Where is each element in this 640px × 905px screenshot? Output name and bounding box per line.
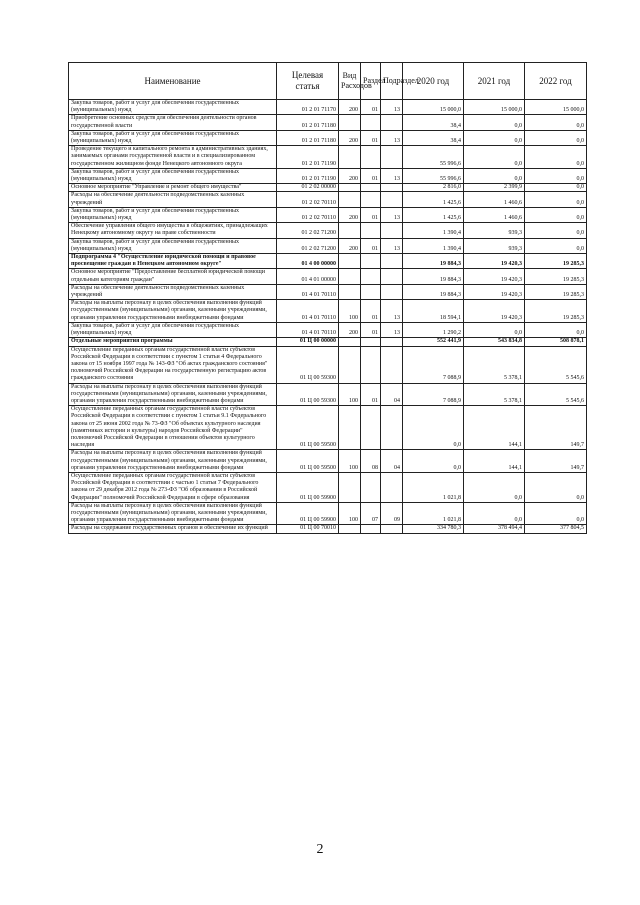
table-row: [69, 130, 587, 145]
row-subsection-cell: 13: [381, 130, 403, 145]
row-2020-cell: 0,0: [403, 450, 464, 473]
row-name-cell: Закупка товаров, работ и услуг для обеспечения государственных (муниципальных) нужд: [69, 322, 277, 337]
row-2021-cell: 0,0: [464, 115, 525, 130]
row-target-article-cell: 01 2 02 71200: [277, 238, 339, 253]
row-name-cell: Проведение текущего и капитального ремонта в административных зданиях, занимаемых органами государственной власти и в специализированном государственном жилищном фонде Ненецкого автономного округа: [69, 146, 277, 169]
table-row: [69, 192, 587, 207]
row-subsection-cell: 09: [381, 502, 403, 525]
row-2020-cell: 55 996,6: [403, 168, 464, 183]
row-2020-cell: 19 884,3: [403, 254, 464, 269]
row-subsection-cell: [381, 338, 403, 346]
row-target-article-cell: 01 2 01 71180: [277, 115, 339, 130]
table-row: [69, 100, 587, 115]
row-2021-cell: 0,0: [464, 472, 525, 502]
row-name-cell: Отдельные мероприятия программы: [69, 338, 277, 346]
row-2021-cell: 15 000,0: [464, 100, 525, 115]
table-body: [69, 100, 587, 534]
row-expense-type-cell: 200: [339, 100, 361, 115]
row-expense-type-cell: [339, 115, 361, 130]
table-row: [69, 300, 587, 323]
table-row: [69, 502, 587, 525]
header-target-article: Целевая статья: [277, 63, 339, 100]
row-subsection-cell: 13: [381, 100, 403, 115]
row-expense-type-cell: [339, 338, 361, 346]
row-2020-cell: 38,4: [403, 115, 464, 130]
row-2020-cell: 15 000,0: [403, 100, 464, 115]
row-2022-cell: 15 000,0: [525, 100, 587, 115]
row-expense-type-cell: 200: [339, 207, 361, 222]
row-subsection-cell: 13: [381, 207, 403, 222]
row-section-cell: [361, 406, 381, 450]
row-name-cell: Закупка товаров, работ и услуг для обеспечения государственных (муниципальных) нужд: [69, 130, 277, 145]
row-2021-cell: 939,3: [464, 223, 525, 238]
row-2021-cell: 543 834,8: [464, 338, 525, 346]
row-2020-cell: 1 021,8: [403, 502, 464, 525]
row-2022-cell: 0,0: [525, 207, 587, 222]
row-section-cell: 01: [361, 130, 381, 145]
header-subsection: Подраздел: [381, 63, 403, 100]
row-name-cell: Расходы на обеспечение деятельности подведомственных казенных учреждений: [69, 192, 277, 207]
row-subsection-cell: [381, 525, 403, 533]
row-target-article-cell: 01 2 02 71200: [277, 223, 339, 238]
table-row: [69, 146, 587, 169]
row-2020-cell: 7 088,9: [403, 346, 464, 383]
row-2020-cell: 55 996,6: [403, 146, 464, 169]
header-name: Наименование: [69, 63, 277, 100]
row-target-article-cell: 01 Ц 00 70010: [277, 525, 339, 533]
row-name-cell: Расходы на выплаты персоналу в целях обеспечения выполнения функций государственными (муниципальными) органами, казенными учреждениями, органами управления государственными внебюджетными фондами: [69, 450, 277, 473]
row-target-article-cell: 01 Ц 00 59900: [277, 472, 339, 502]
row-name-cell: Расходы на выплаты персоналу в целях обеспечения выполнения функций государственными (муниципальными) органами, казенными учреждениями, органами управления государственными внебюджетными фондами: [69, 502, 277, 525]
row-2021-cell: 19 420,3: [464, 284, 525, 299]
row-2020-cell: 1 290,2: [403, 322, 464, 337]
row-2020-cell: 38,4: [403, 130, 464, 145]
row-section-cell: 01: [361, 322, 381, 337]
row-name-cell: Закупка товаров, работ и услуг для обеспечения государственных (муниципальных) нужд: [69, 207, 277, 222]
row-2020-cell: 19 884,3: [403, 284, 464, 299]
row-name-cell: Осуществление переданных органам государственной власти субъектов Российской Федерации в соответствии с частью 1 статьи 7 Федерального закона от 29 декабря 2012 года № 273-ФЗ "Об образовании в Российской Федерации" полномочий Российской Федерации в сфере образования: [69, 472, 277, 502]
row-2022-cell: 149,7: [525, 450, 587, 473]
row-expense-type-cell: [339, 284, 361, 299]
row-section-cell: [361, 269, 381, 284]
row-name-cell: Расходы на выплаты персоналу в целях обеспечения выполнения функций государственными (муниципальными) органами, казенными учреждениями, органами управления государственными внебюджетными фондами: [69, 383, 277, 406]
row-name-cell: Осуществление переданных органам государственной власти субъектов Российской Федерации в соответствии с пунктом 1 статьи 4 Федерального закона от 15 ноября 1997 года № 143-ФЗ "Об актах гражданского состояния" полномочий Российской Федерации на государственную регистрацию актов гражданского состояния: [69, 346, 277, 383]
row-target-article-cell: 01 2 01 71170: [277, 100, 339, 115]
row-name-cell: Закупка товаров, работ и услуг для обеспечения государственных (муниципальных) нужд: [69, 168, 277, 183]
row-subsection-cell: [381, 254, 403, 269]
row-subsection-cell: [381, 269, 403, 284]
row-expense-type-cell: 200: [339, 238, 361, 253]
table-row: [69, 168, 587, 183]
table-row: [69, 525, 587, 533]
row-subsection-cell: [381, 192, 403, 207]
row-2020-cell: 1 425,6: [403, 192, 464, 207]
row-section-cell: [361, 146, 381, 169]
header-year-2020: 2020 год: [403, 63, 464, 100]
row-2021-cell: 144,1: [464, 450, 525, 473]
row-name-cell: Закупка товаров, работ и услуг для обеспечения государственных (муниципальных) нужд: [69, 238, 277, 253]
row-target-article-cell: 01 Ц 00 59500: [277, 406, 339, 450]
row-2020-cell: 7 088,9: [403, 383, 464, 406]
row-2021-cell: 5 378,1: [464, 383, 525, 406]
row-2022-cell: 0,0: [525, 472, 587, 502]
row-name-cell: Осуществление переданных органам государственной власти субъектов Российской Федерации в соответствии с пунктом 1 статьи 9.1 Федерального закона от 25 июня 2002 года № 73-ФЗ "Об объектах культурного наследия (памятниках истории и культуры) народов Российской Федерации" полномочий Российской Федерации в отношении объектов культурного наследия: [69, 406, 277, 450]
row-2022-cell: 149,7: [525, 406, 587, 450]
header-section: Раздел: [361, 63, 381, 100]
row-subsection-cell: [381, 115, 403, 130]
header-year-2022: 2022 год: [525, 63, 587, 100]
row-2022-cell: 19 285,3: [525, 300, 587, 323]
row-target-article-cell: 01 4 01 70110: [277, 284, 339, 299]
row-2022-cell: 0,0: [525, 192, 587, 207]
row-2021-cell: 2 399,9: [464, 184, 525, 192]
row-2022-cell: 377 804,5: [525, 525, 587, 533]
row-name-cell: Расходы на обеспечение деятельности подведомственных казенных учреждений: [69, 284, 277, 299]
budget-table: [68, 62, 587, 534]
row-section-cell: [361, 223, 381, 238]
row-target-article-cell: 01 4 01 70110: [277, 300, 339, 323]
row-expense-type-cell: [339, 346, 361, 383]
table-row: [69, 115, 587, 130]
row-expense-type-cell: 200: [339, 130, 361, 145]
table-row: [69, 207, 587, 222]
table-row: [69, 284, 587, 299]
row-section-cell: 01: [361, 168, 381, 183]
header-year-2021: 2021 год: [464, 63, 525, 100]
row-name-cell: Подпрограмма 4 "Осуществление юридической помощи и правовое просвещение граждан в Ненецком автономном округе": [69, 254, 277, 269]
row-section-cell: 07: [361, 502, 381, 525]
row-2020-cell: 18 594,1: [403, 300, 464, 323]
budget-table-container: [68, 62, 586, 534]
row-target-article-cell: 01 4 01 00000: [277, 269, 339, 284]
table-row: [69, 472, 587, 502]
row-section-cell: 01: [361, 207, 381, 222]
row-2022-cell: 5 545,6: [525, 346, 587, 383]
row-2021-cell: 939,3: [464, 238, 525, 253]
table-row: [69, 184, 587, 192]
row-2022-cell: 19 285,3: [525, 284, 587, 299]
row-name-cell: Основное мероприятие "Управление и ремонт общего имущества": [69, 184, 277, 192]
page-number: 2: [316, 842, 324, 857]
row-2022-cell: 508 878,1: [525, 338, 587, 346]
row-section-cell: 01: [361, 300, 381, 323]
row-expense-type-cell: [339, 192, 361, 207]
table-row: [69, 223, 587, 238]
row-section-cell: [361, 525, 381, 533]
row-2022-cell: 19 285,3: [525, 254, 587, 269]
row-subsection-cell: 13: [381, 300, 403, 323]
row-expense-type-cell: [339, 223, 361, 238]
table-row: [69, 338, 587, 346]
row-section-cell: 01: [361, 238, 381, 253]
row-2022-cell: 0,0: [525, 115, 587, 130]
row-2022-cell: 0,0: [525, 146, 587, 169]
row-subsection-cell: 04: [381, 450, 403, 473]
row-subsection-cell: [381, 284, 403, 299]
table-row: [69, 346, 587, 383]
row-2021-cell: 19 420,3: [464, 300, 525, 323]
row-2022-cell: 0,0: [525, 502, 587, 525]
row-2021-cell: 144,1: [464, 406, 525, 450]
table-row: [69, 238, 587, 253]
table-row: [69, 383, 587, 406]
row-2021-cell: 19 420,3: [464, 254, 525, 269]
row-expense-type-cell: [339, 254, 361, 269]
row-expense-type-cell: 200: [339, 322, 361, 337]
row-2020-cell: 1 021,8: [403, 472, 464, 502]
row-2021-cell: 19 420,3: [464, 269, 525, 284]
row-2021-cell: 0,0: [464, 322, 525, 337]
row-2022-cell: 19 285,3: [525, 269, 587, 284]
table-header-row: [69, 63, 587, 100]
row-target-article-cell: 01 Ц 00 59900: [277, 502, 339, 525]
row-2020-cell: 19 884,3: [403, 269, 464, 284]
row-2022-cell: 0,0: [525, 130, 587, 145]
row-target-article-cell: 01 Ц 00 00000: [277, 338, 339, 346]
row-2021-cell: 0,0: [464, 146, 525, 169]
row-subsection-cell: [381, 184, 403, 192]
row-target-article-cell: 01 4 01 70110: [277, 322, 339, 337]
row-expense-type-cell: [339, 472, 361, 502]
row-subsection-cell: [381, 146, 403, 169]
row-expense-type-cell: 100: [339, 383, 361, 406]
row-2022-cell: 0,0: [525, 184, 587, 192]
table-row: [69, 450, 587, 473]
row-section-cell: [361, 284, 381, 299]
row-2022-cell: 0,0: [525, 238, 587, 253]
row-target-article-cell: 01 2 02 70110: [277, 207, 339, 222]
table-row: [69, 269, 587, 284]
row-expense-type-cell: 100: [339, 502, 361, 525]
row-subsection-cell: 13: [381, 238, 403, 253]
row-section-cell: [361, 192, 381, 207]
row-2021-cell: 0,0: [464, 130, 525, 145]
row-target-article-cell: 01 Ц 00 59300: [277, 383, 339, 406]
row-2021-cell: 5 378,1: [464, 346, 525, 383]
row-name-cell: Расходы на выплаты персоналу в целях обеспечения выполнения функций государственными (муниципальными) органами, казенными учреждениями, органами управления государственными внебюджетными фондами: [69, 300, 277, 323]
row-2021-cell: 0,0: [464, 168, 525, 183]
row-subsection-cell: [381, 346, 403, 383]
row-section-cell: [361, 472, 381, 502]
table-row: [69, 322, 587, 337]
row-section-cell: [361, 338, 381, 346]
row-subsection-cell: 04: [381, 383, 403, 406]
row-expense-type-cell: [339, 184, 361, 192]
row-name-cell: Закупка товаров, работ и услуг для обеспечения государственных (муниципальных) нужд: [69, 100, 277, 115]
row-expense-type-cell: [339, 525, 361, 533]
row-expense-type-cell: 100: [339, 450, 361, 473]
row-2021-cell: 1 460,6: [464, 207, 525, 222]
row-2020-cell: 1 390,4: [403, 238, 464, 253]
row-expense-type-cell: [339, 406, 361, 450]
row-name-cell: Приобретение основных средств для обеспечения деятельности органов государственной власти: [69, 115, 277, 130]
row-section-cell: [361, 184, 381, 192]
row-2022-cell: 0,0: [525, 223, 587, 238]
row-section-cell: 08: [361, 450, 381, 473]
row-name-cell: Расходы на содержание государственных органов и обеспечение их функций: [69, 525, 277, 533]
row-expense-type-cell: [339, 146, 361, 169]
header-expense-type: Вид Расходов: [339, 63, 361, 100]
row-2021-cell: 0,0: [464, 502, 525, 525]
table-row: [69, 254, 587, 269]
row-target-article-cell: 01 2 01 71180: [277, 130, 339, 145]
table-row: [69, 406, 587, 450]
row-target-article-cell: 01 Ц 00 59500: [277, 450, 339, 473]
row-2022-cell: 0,0: [525, 168, 587, 183]
row-2020-cell: 334 780,3: [403, 525, 464, 533]
row-target-article-cell: 01 4 00 00000: [277, 254, 339, 269]
row-2020-cell: 1 425,6: [403, 207, 464, 222]
row-subsection-cell: 13: [381, 168, 403, 183]
row-2022-cell: 5 545,6: [525, 383, 587, 406]
row-2020-cell: 1 390,4: [403, 223, 464, 238]
row-expense-type-cell: 100: [339, 300, 361, 323]
row-section-cell: [361, 115, 381, 130]
row-target-article-cell: 01 2 01 71190: [277, 146, 339, 169]
row-2020-cell: 0,0: [403, 406, 464, 450]
row-2021-cell: 378 494,4: [464, 525, 525, 533]
row-subsection-cell: [381, 472, 403, 502]
row-2020-cell: 552 441,9: [403, 338, 464, 346]
row-2020-cell: 2 816,0: [403, 184, 464, 192]
row-subsection-cell: 13: [381, 322, 403, 337]
row-subsection-cell: [381, 223, 403, 238]
row-expense-type-cell: 200: [339, 168, 361, 183]
row-target-article-cell: 01 Ц 00 59300: [277, 346, 339, 383]
row-target-article-cell: 01 2 02 00000: [277, 184, 339, 192]
row-subsection-cell: [381, 406, 403, 450]
row-section-cell: [361, 346, 381, 383]
row-section-cell: 01: [361, 383, 381, 406]
row-section-cell: [361, 254, 381, 269]
row-2021-cell: 1 460,6: [464, 192, 525, 207]
row-name-cell: Основное мероприятие "Предоставление бесплатной юридической помощи отдельным категориям граждан": [69, 269, 277, 284]
row-expense-type-cell: [339, 269, 361, 284]
row-target-article-cell: 01 2 01 71190: [277, 168, 339, 183]
row-name-cell: Обеспечение управления общего имущества в общежитиях, принадлежащих Ненецкому автономному округу на праве собственности: [69, 223, 277, 238]
row-section-cell: 01: [361, 100, 381, 115]
row-2022-cell: 0,0: [525, 322, 587, 337]
row-target-article-cell: 01 2 02 70110: [277, 192, 339, 207]
